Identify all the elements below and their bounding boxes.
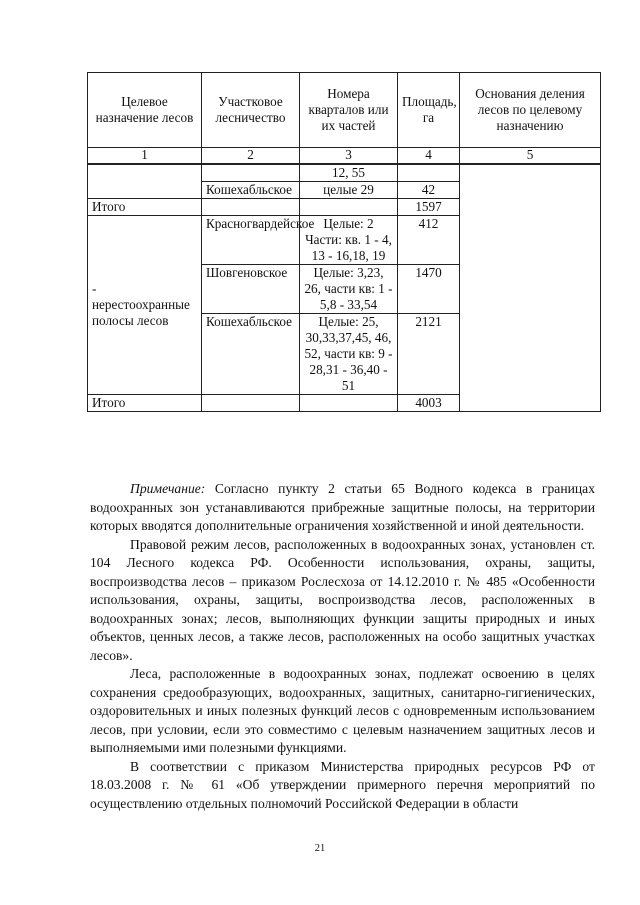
column-number: 3	[300, 148, 398, 165]
column-number-row	[88, 148, 601, 165]
note-label: Примечание:	[130, 481, 206, 496]
column-number: 2	[202, 148, 300, 165]
quarters-cell: 12, 55	[300, 164, 398, 182]
area-cell: 1470	[398, 265, 460, 314]
purpose-cell: - нерестоохранные полосы лесов	[88, 216, 202, 395]
paragraph: Правовой режим лесов, расположенных в водоохранных зонах, установлен ст. 104 Лесного кодекса РФ. Особенности использования, охраны, защиты, воспроизводства лесов – приказом Рослесхоза от 14.12.2010 г. № 485 «Особенности использования, охраны, защиты, воспроизводства лесов, расположенных в водоохранных зонах; лесов, выполняющих функции защиты природных и иных объектов, ценных лесов, а также лесов, расположенных на особо защитных участках лесов».	[90, 536, 595, 663]
district-cell	[202, 395, 300, 412]
quarters-cell: Целые: 3,23, 26, части кв: 1 - 5,8 - 33,54	[300, 265, 398, 314]
paragraph: В соответствии с приказом Министерства природных ресурсов РФ от 18.03.2008 г. № 61 «Об утверждении примерного перечня мероприятий по осуществлению отдельных полномочий Российской Федерации в области	[90, 758, 595, 811]
paragraph: Леса, расположенные в водоохранных зонах, подлежат освоению в целях сохранения средообразующих, водоохранных, защитных, санитарно-гигиенических, оздоровительных и иных полезных функций лесов с одновременным использованием лесов, при условии, если это совместимо с целевым назначением защитных лесов и выполняемыми ими полезными функциями.	[90, 666, 595, 755]
area-cell: 42	[398, 182, 460, 199]
quarters-cell: целые 29	[300, 182, 398, 199]
total-label: Итого	[88, 199, 202, 216]
quarters-cell: Целые: 2 Части: кв. 1 - 4, 13 - 16,18, 19	[300, 216, 398, 265]
column-number: 5	[460, 148, 601, 165]
area-cell: 412	[398, 216, 460, 265]
body-text	[90, 480, 595, 813]
district-cell: Шовгеновское	[202, 265, 300, 314]
district-cell: Кошехабльское	[202, 314, 300, 395]
note-paragraph	[90, 480, 595, 536]
district-cell	[202, 199, 300, 216]
quarters-cell	[300, 395, 398, 412]
page-number: 21	[314, 843, 326, 854]
area-cell: 2121	[398, 314, 460, 395]
quarters-cell	[300, 199, 398, 216]
table-row	[88, 164, 601, 182]
note-text: Согласно пункту 2 статьи 65 Водного кодекса в границах водоохранных зон устанавливаются прибрежные защитные полосы, на территории которых вводятся дополнительные ограничения хозяйственной и иной деятельности.	[90, 481, 595, 533]
district-cell: Кошехабльское	[202, 182, 300, 199]
column-number: 1	[88, 148, 202, 165]
total-area: 4003	[398, 395, 460, 412]
header-area: Площадь, га	[398, 73, 460, 148]
total-label: Итого	[88, 395, 202, 412]
header-district: Участковое лесничество	[202, 73, 300, 148]
header-quarters: Номера кварталов или их частей	[300, 73, 398, 148]
forest-purpose-table	[87, 72, 601, 412]
purpose-cell-empty	[88, 164, 202, 199]
grounds-cell	[460, 164, 601, 412]
area-cell	[398, 164, 460, 182]
total-area: 1597	[398, 199, 460, 216]
quarters-cell: Целые: 25, 30,33,37,45, 46, 52, части кв: 9 - 28,31 - 36,40 - 51	[300, 314, 398, 395]
table-header-row	[88, 73, 601, 148]
district-cell: Красногвардейское	[202, 216, 300, 265]
district-cell	[202, 164, 300, 182]
header-purpose: Целевое назначение лесов	[88, 73, 202, 148]
column-number: 4	[398, 148, 460, 165]
header-grounds: Основания деления лесов по целевому назначению	[460, 73, 601, 148]
